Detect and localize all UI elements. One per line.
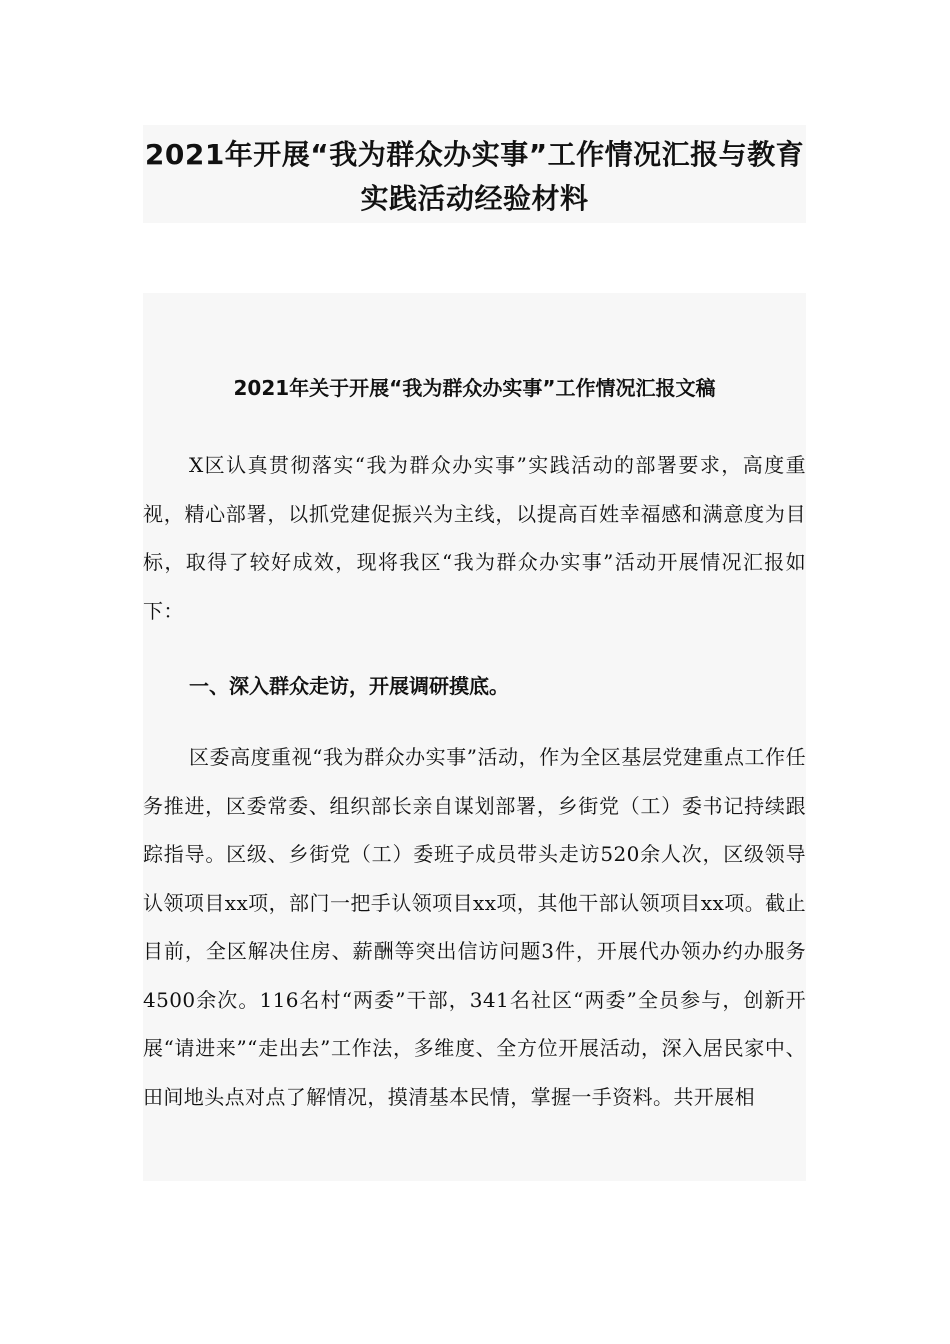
document-title: 2021年开展“我为群众办实事”工作情况汇报与教育实践活动经验材料: [144, 138, 805, 215]
intro-paragraph: X区认真贯彻落实“我为群众办实事”实践活动的部署要求，高度重视，精心部署，以抓党建促振兴为主线，以提高百姓幸福感和满意度为目标，取得了较好成效，现将我区“我为群众办实事”活动开展情况汇报如下：: [143, 453, 806, 623]
document-subtitle: 2021年关于开展“我为群众办实事”工作情况汇报文稿: [233, 376, 716, 400]
document-body: [143, 293, 806, 1181]
section-paragraph: 区委高度重视“我为群众办实事”活动，作为全区基层党建重点工作任务推进，区委常委、组织部长亲自谋划部署，乡街党（工）委书记持续跟踪指导。区级、乡街党（工）委班子成员带头走访520余人次，区级领导认领项目xx项，部门一把手认领项目xx项，其他干部认领项目xx项。截止目前，全区解决住房、薪酬等突出信访问题3件，开展代办领办约办服务4500余次。116名村“两委”干部，341名社区“两委”全员参与，创新开展“请进来”“走出去”工作法，多维度、全方位开展活动，深入居民家中、田间地头点对点了解情况，摸清基本民情，掌握一手资料。共开展相: [143, 745, 806, 1109]
title-block: [143, 125, 806, 223]
section-heading: 一、深入群众走访，开展调研摸底。: [189, 674, 509, 698]
